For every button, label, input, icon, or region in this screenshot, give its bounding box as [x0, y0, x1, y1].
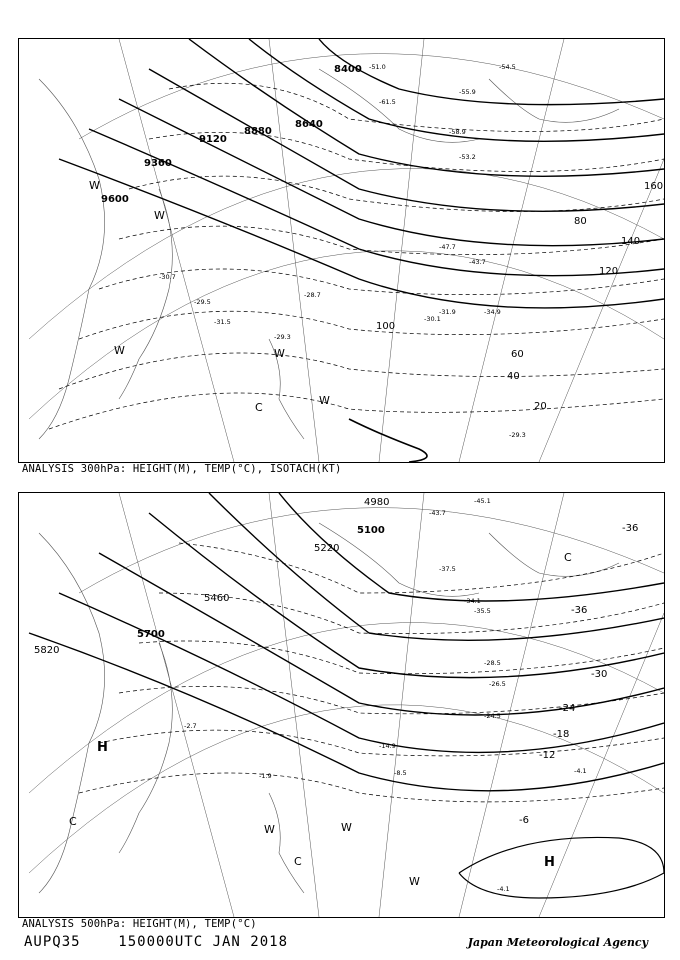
temp-readout: -54.5	[499, 63, 516, 71]
isotherm-label: -36	[571, 605, 588, 616]
cold-center-symbol: C	[255, 401, 263, 414]
temp-readout: -35.5	[474, 607, 491, 615]
isotach-label: 20	[534, 401, 547, 412]
isotherm-label: -6	[519, 815, 529, 826]
temp-readout: -1.9	[259, 772, 272, 780]
isotherm-label: -24	[559, 703, 576, 714]
isotach-label: 100	[376, 321, 396, 332]
height-label: 8880	[244, 126, 272, 137]
warm-center-symbol: W	[89, 179, 100, 192]
map-panel-300hpa	[18, 38, 665, 463]
height-label: 5100	[357, 525, 385, 536]
height-label: 5460	[204, 593, 230, 604]
temp-readout: -29.3	[509, 431, 526, 439]
map-300hpa-svg	[19, 39, 664, 462]
warm-center-symbol: W	[154, 209, 165, 222]
warm-center-symbol: W	[114, 344, 125, 357]
temp-readout: -51.0	[369, 63, 386, 71]
temp-readout: -31.5	[214, 318, 231, 326]
temp-readout: -58.9	[449, 128, 466, 136]
caption-500hpa: ANALYSIS 500hPa: HEIGHT(M), TEMP(°C)	[22, 918, 257, 930]
height-label: 5820	[34, 645, 60, 656]
warm-center-symbol: W	[264, 823, 275, 836]
temp-readout: -31.9	[439, 308, 456, 316]
height-label: 9360	[144, 158, 172, 169]
temp-readout: -26.5	[489, 680, 506, 688]
isotherm-label: -30	[591, 669, 608, 680]
temp-readout: -8.5	[394, 769, 407, 777]
warm-center-symbol: W	[409, 875, 420, 888]
height-label: 5700	[137, 629, 165, 640]
cold-center-symbol: C	[69, 815, 77, 828]
isotach-lines	[49, 83, 664, 429]
temp-readout: -55.9	[459, 88, 476, 96]
cold-center-symbol: C	[294, 855, 302, 868]
temp-readout: -30.1	[424, 315, 441, 323]
height-label: 8640	[295, 119, 323, 130]
temp-readout: -14.9	[379, 742, 396, 750]
temp-readout: -43.7	[429, 509, 446, 517]
isotach-label: 140	[621, 236, 641, 247]
temp-readout: -34.1	[464, 597, 481, 605]
isotach-label: 120	[599, 266, 619, 277]
temp-readout: -4.1	[574, 767, 587, 775]
warm-center-symbol: W	[319, 394, 330, 407]
high-pressure-symbol: H	[97, 740, 108, 755]
isotherm-lines	[79, 543, 664, 802]
temp-readout: -34.9	[484, 308, 501, 316]
temp-readout: -4.1	[497, 885, 510, 893]
caption-300hpa: ANALYSIS 300hPa: HEIGHT(M), TEMP(°C), ISOTACH(KT)	[22, 463, 342, 475]
isotach-label: 160	[644, 181, 664, 192]
height-label: 9600	[101, 194, 129, 205]
isotach-label: 60	[511, 349, 524, 360]
temp-readout: -53.2	[459, 153, 476, 161]
temp-readout: -29.5	[194, 298, 211, 306]
height-label: 5220	[314, 543, 340, 554]
isotherm-label: -36	[622, 523, 639, 534]
temp-readout: -37.5	[439, 565, 456, 573]
warm-center-symbol: W	[341, 821, 352, 834]
temp-readout: -30.7	[159, 273, 176, 281]
latlon-grid	[29, 39, 664, 462]
coastlines	[39, 523, 619, 893]
temp-readout: -28.7	[304, 291, 321, 299]
high-pressure-symbol: H	[544, 855, 555, 870]
temp-readout: -61.5	[379, 98, 396, 106]
height-label: 4980	[364, 497, 390, 508]
height-label: 9120	[199, 134, 227, 145]
temp-readout: -24.5	[484, 712, 501, 720]
isotherm-label: -18	[553, 729, 570, 740]
temp-readout: -47.7	[439, 243, 456, 251]
temp-readout: -2.7	[184, 722, 197, 730]
product-code: AUPQ35 150000UTC JAN 2018	[24, 934, 289, 950]
cold-center-symbol: C	[564, 551, 572, 564]
isotherm-label: -12	[539, 750, 556, 761]
coastlines	[39, 69, 619, 439]
temp-readout: -28.5	[484, 659, 501, 667]
map-500hpa-svg	[19, 493, 664, 917]
height-label: 8400	[334, 64, 362, 75]
map-panel-500hpa	[18, 492, 665, 918]
temp-readout: -45.1	[474, 497, 491, 505]
temp-readout: -43.7	[469, 258, 486, 266]
temp-readout: -29.3	[274, 333, 291, 341]
warm-center-symbol: W	[274, 347, 285, 360]
isotach-label: 80	[574, 216, 587, 227]
agency-name: Japan Meteorological Agency	[467, 936, 648, 949]
isotach-label: 40	[507, 371, 520, 382]
